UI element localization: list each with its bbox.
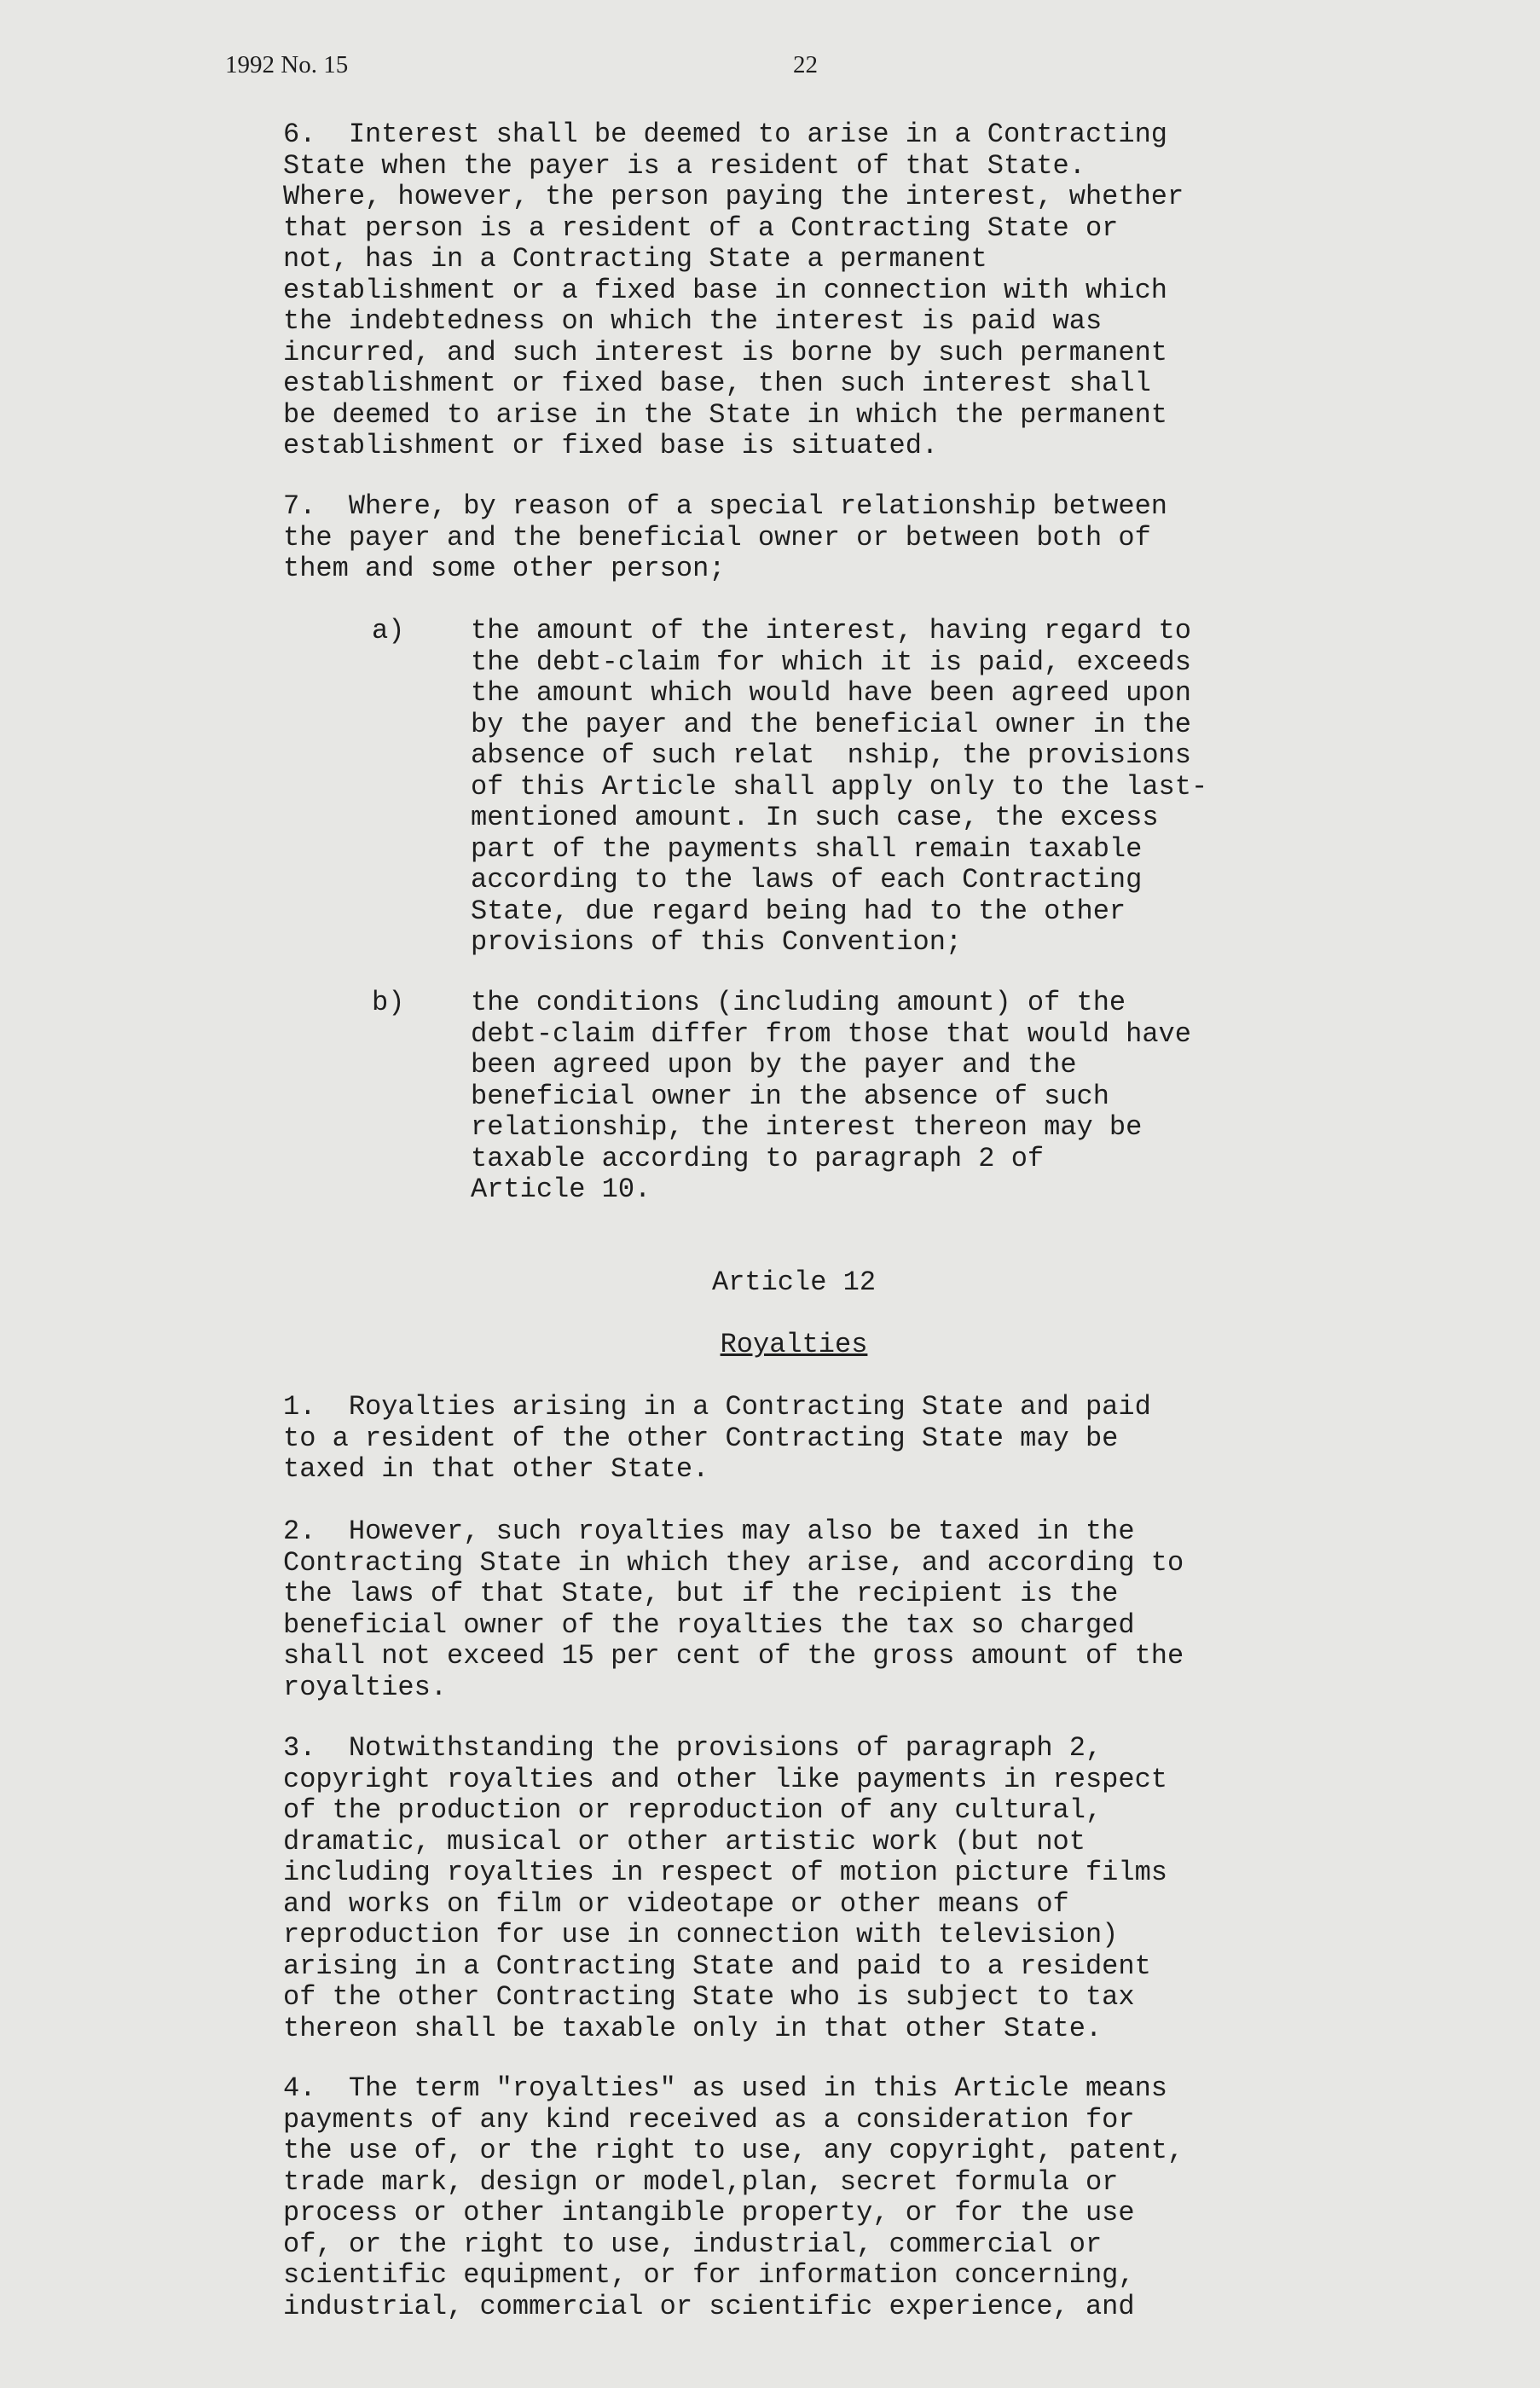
text-line: the indebtedness on which the interest is paid was [283, 305, 1103, 337]
text-line: State, due regard being had to the other [471, 895, 1126, 927]
header-year-number: 1992 No. 15 [225, 51, 349, 78]
text-line: to a resident of the other Contracting State may be [283, 1422, 1119, 1454]
item-b-label: b) [372, 987, 405, 1018]
text-line: 3. Notwithstanding the provisions of paragraph 2, [283, 1732, 1103, 1764]
text-line: copyright royalties and other like payments in respect [283, 1763, 1167, 1795]
item-a-text [471, 616, 1409, 959]
text-line: establishment or fixed base, then such interest shall [283, 368, 1151, 399]
paragraph-6 [283, 119, 1392, 462]
text-line: the payer and the beneficial owner or between both of [283, 521, 1151, 554]
item-b-text [471, 988, 1409, 1206]
text-line: been agreed upon by the payer and the [471, 1049, 1077, 1081]
text-line: scientific equipment, or for information concerning, [283, 2259, 1135, 2291]
text-line: trade mark, design or model,plan, secret formula or [283, 2165, 1119, 2198]
text-line: the use of, or the right to use, any copyright, patent, [283, 2135, 1184, 2166]
text-line: the amount of the interest, having regard to [471, 615, 1191, 646]
royalties-paragraph-2 [283, 1516, 1392, 1703]
text-line: the conditions (including amount) of the [471, 987, 1126, 1018]
article-title-text: Royalties [720, 1329, 868, 1360]
royalties-paragraph-1 [283, 1392, 1392, 1486]
text-line: debt-claim differ from those that would have [471, 1017, 1191, 1050]
article-number: Article 12 [711, 1266, 877, 1298]
text-line: 4. The term "royalties" as used in this Article means [283, 2072, 1167, 2104]
text-line: beneficial owner of the royalties the tax so charged [283, 1608, 1135, 1641]
text-line: dramatic, musical or other artistic work (but not [283, 1825, 1086, 1858]
royalties-paragraph-3 [283, 1733, 1392, 2044]
text-line: them and some other person; [283, 553, 726, 584]
text-line: taxable according to paragraph 2 of [471, 1142, 1045, 1174]
text-line: arising in a Contracting State and paid to a resident [283, 1950, 1151, 1982]
text-line: Contracting State in which they arise, and according to [283, 1546, 1184, 1579]
text-line: Where, however, the person paying the interest, whether [283, 181, 1184, 212]
text-line: not, has in a Contracting State a permanent [283, 243, 987, 275]
item-a-label: a) [372, 615, 405, 646]
text-line: the debt-claim for which it is paid, exceeds [471, 646, 1191, 678]
text-line: taxed in that other State. [283, 1453, 709, 1485]
text-line: the amount which would have been agreed upon [471, 677, 1191, 709]
text-line: and works on film or videotape or other means of [283, 1887, 1069, 1920]
text-line: of this Article shall apply only to the last- [471, 770, 1208, 803]
text-line: shall not exceed 15 per cent of the gross amount of the [283, 1640, 1184, 1672]
text-line: the laws of that State, but if the recipient is the [283, 1578, 1119, 1609]
text-line: beneficial owner in the absence of such [471, 1080, 1109, 1112]
text-line: including royalties in respect of motion picture films [283, 1857, 1167, 1888]
text-line: payments of any kind received as a consideration for [283, 2103, 1135, 2136]
text-line: thereon shall be taxable only in that other State. [283, 2012, 1103, 2044]
text-line: according to the laws of each Contracting [471, 864, 1143, 896]
text-line: by the payer and the beneficial owner in the [471, 708, 1191, 740]
text-line: establishment or fixed base is situated. [283, 430, 939, 461]
text-line: that person is a resident of a Contracting State or [283, 212, 1119, 244]
text-line: State when the payer is a resident of that State. [283, 149, 1086, 182]
text-line: of, or the right to use, industrial, commercial or [283, 2228, 1103, 2260]
text-line: incurred, and such interest is borne by such permanent [283, 336, 1167, 368]
text-line: establishment or a fixed base in connection with which [283, 274, 1167, 306]
text-line: industrial, commercial or scientific experience, and [283, 2290, 1135, 2322]
text-line: process or other intangible property, or for the use [283, 2197, 1135, 2229]
text-line: of the production or reproduction of any cultural, [283, 1794, 1103, 1826]
text-line: reproduction for use in connection with television) [283, 1919, 1119, 1950]
text-line: relationship, the interest thereon may be [471, 1111, 1143, 1143]
page-number: 22 [793, 51, 818, 78]
text-line: part of the payments shall remain taxable [471, 832, 1143, 865]
text-line: 7. Where, by reason of a special relationship between [283, 490, 1167, 522]
text-line: 1. Royalties arising in a Contracting State and paid [283, 1391, 1151, 1423]
text-line: of the other Contracting State who is subject to tax [283, 1981, 1135, 2013]
text-line: absence of such relat nship, the provisions [471, 739, 1191, 771]
text-line: be deemed to arise in the State in which the permanent [283, 398, 1167, 431]
text-line: Article 10. [471, 1174, 651, 1205]
text-line: provisions of this Convention; [471, 926, 963, 958]
text-line: 6. Interest shall be deemed to arise in a Contracting [283, 119, 1167, 150]
paragraph-7 [283, 491, 1392, 585]
text-line: 2. However, such royalties may also be taxed in the [283, 1516, 1135, 1547]
text-line: royalties. [283, 1671, 448, 1703]
article-title [283, 1330, 1305, 1361]
text-line: mentioned amount. In such case, the excess [471, 802, 1159, 833]
royalties-paragraph-4 [283, 2073, 1392, 2322]
